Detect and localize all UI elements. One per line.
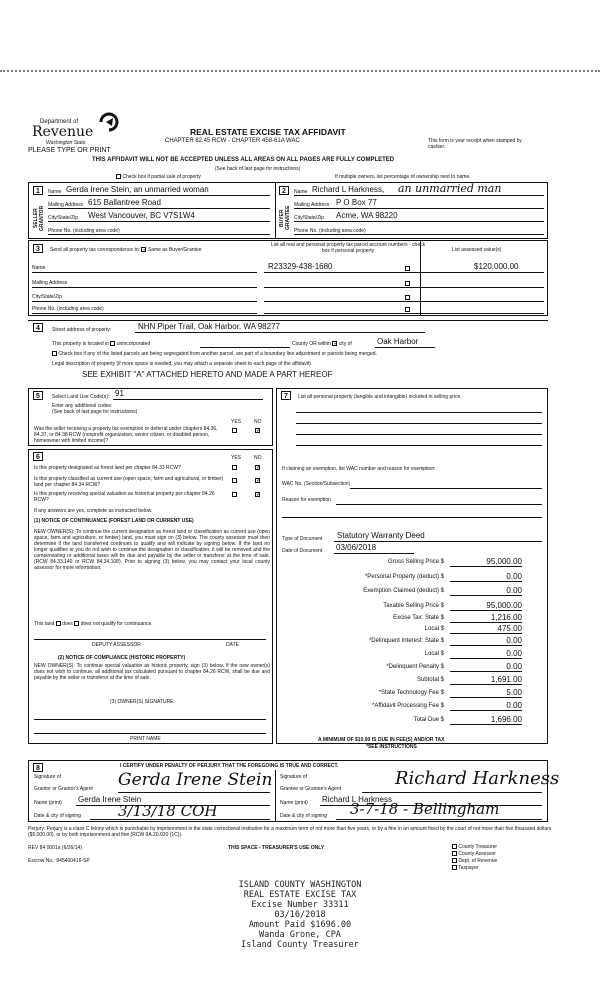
buyer-name-handwritten: an unmarried man (398, 182, 502, 195)
multiple-owners-note: If multiple owners, list percentage of ownership next to name. (335, 174, 471, 180)
copy-label: Taxpayer (457, 865, 479, 871)
buyer-city-label: City/State/Zip (294, 215, 325, 221)
same-as-buyer-checkbox[interactable]: ✓ (142, 247, 148, 254)
grantee-print-name[interactable]: Richard L Harkness (322, 795, 392, 804)
fee-row (272, 662, 522, 673)
copy-item (452, 851, 497, 857)
fee-row (272, 649, 522, 660)
wac-label: WAC No. (Section/Subsection) (282, 481, 351, 487)
s6-q2-yes[interactable] (232, 478, 237, 483)
dept-line1: Department of (40, 119, 79, 125)
fee-label: *Affidavit Processing Fee $ (372, 703, 444, 709)
grantor-signature: Gerda Irene Stein (118, 770, 273, 790)
fee-label: Excise Tax: State $ (393, 615, 444, 621)
buyer-phone-label: Phone No. (including area code) (294, 228, 366, 234)
fee-row (272, 715, 522, 726)
located-in: This property is located in unincorporated (52, 341, 151, 347)
s5-yes: YES (231, 419, 242, 425)
city-of-checkbox[interactable]: ✓ (333, 341, 339, 348)
section-8-number: 8 (33, 763, 43, 772)
grantor-sig-label: Signature of Grantor or Grantor's Agent (34, 774, 93, 792)
fee-row (272, 572, 522, 583)
fee-amount[interactable]: 0.00 (450, 662, 522, 672)
deputy-date: DATE (226, 642, 239, 648)
copy-item (452, 844, 497, 850)
certify-text: I CERTIFY UNDER PENALTY OF PERJURY THAT THE FOREGOING IS TRUE AND CORRECT. (120, 763, 339, 769)
does-not-checkbox[interactable] (74, 621, 79, 626)
see-instructions: *SEE INSTRUCTIONS (366, 744, 417, 750)
section-3-number: 3 (33, 244, 43, 253)
fee-row (272, 557, 522, 568)
land-use-code[interactable]: 91 (115, 389, 124, 398)
doc-type[interactable]: Statutory Warranty Deed (337, 531, 425, 540)
s5-no: NO (254, 419, 262, 425)
doc-date[interactable]: 03/06/2018 (336, 543, 377, 552)
fee-label: Gross Selling Price $ (387, 559, 444, 565)
s5-see-back: (See back of last page for instructions) (52, 409, 138, 415)
grantor-print-name[interactable]: Gerda Irene Stein (78, 795, 142, 804)
copy-item (452, 858, 497, 864)
stamp-line-6: Wanda Grone, CPA (259, 930, 341, 940)
fee-amount[interactable]: 0.00 (450, 586, 522, 596)
parcel-header: List all real and personal property tax parcel account numbers - check box if personal property (270, 242, 426, 254)
doc-type-label: Type of Document (282, 536, 323, 542)
form-title: REAL ESTATE EXCISE TAX AFFIDAVIT (190, 127, 346, 137)
fee-label: Total Due $ (413, 717, 444, 723)
fee-row (272, 601, 522, 612)
grantor-date-city: 3/13/18 COH (118, 802, 218, 820)
copy-item (452, 865, 497, 871)
land-qualify: This land does does not qualify for continuance. (34, 621, 153, 627)
land-use-label: Select Land Use Code(s): (52, 394, 110, 400)
send-to-label: Send all property tax correspondence to: ✓ Same as Buyer/Grantee (50, 247, 202, 254)
exemption-claim-label: If claiming an exemption, list WAC number and reason for exemption: (282, 466, 436, 472)
fee-amount[interactable]: 1,216.00 (450, 613, 522, 623)
fee-amount[interactable]: 0.00 (450, 572, 522, 582)
copy-distribution (452, 844, 497, 872)
fee-label: *State Technology Fee $ (378, 690, 444, 696)
fee-label: Local $ (424, 651, 444, 657)
segregated-note: Check box if any of the listed parcels are being segregated from another parcel, are part of a boundary line adjustment or parcels being merged. (52, 351, 532, 357)
s3-phone-label: Phone No. (including area code) (32, 306, 104, 312)
parcel-personal-checkbox-1[interactable] (405, 266, 410, 271)
grantee-sig-label: Signature of Grantee or Grantee's Agent (280, 774, 341, 792)
partial-sale: Check box if partial sale of property (116, 174, 201, 180)
grantee-date-label: Date & city of signing (280, 813, 327, 819)
street-address[interactable]: NHN Piper Trail, Oak Harbor, WA 98277 (138, 322, 280, 331)
seller-address[interactable]: 615 Ballantree Road (88, 198, 161, 207)
fee-row (272, 586, 522, 597)
parcel-number[interactable]: R23329-438-1680 (268, 262, 333, 271)
copy-label: County Assessor (457, 851, 496, 857)
seller-side-label: SELLER GRANTOR (33, 205, 45, 231)
fee-amount[interactable]: 0.00 (450, 649, 522, 659)
reason-label: Reason for exemption (282, 497, 331, 503)
scan-noise (0, 70, 600, 75)
fee-label: Local $ (424, 626, 444, 632)
grantor-name-label: Name (print) (34, 800, 62, 806)
owner-signature-label: (3) OWNER(S) SIGNATURE (110, 699, 174, 705)
s6-yes: YES (231, 455, 242, 461)
buyer-name-label: Name (294, 189, 308, 195)
grantor-date-label: Date & city of signing (34, 813, 81, 819)
fee-amount[interactable]: 95,000.00 (450, 557, 522, 567)
s3-mailing-label: Mailing Address (32, 280, 68, 286)
buyer-city[interactable]: Acme, WA 98220 (336, 211, 398, 220)
s6-q3-no[interactable]: ✓ (256, 492, 262, 498)
exhibit-text: SEE EXHIBIT "A" ATTACHED HERETO AND MADE A PART HEREOF (82, 370, 333, 379)
section-6-number: 6 (33, 452, 43, 461)
s6-q3: Is this property receiving special valuation as historical property per chapter 84.26 RCW? (34, 491, 215, 503)
city-name[interactable]: Oak Harbor (377, 337, 419, 346)
please-print: PLEASE TYPE OR PRINT (28, 147, 111, 154)
stamp-line-7: Island County Treasurer (241, 940, 359, 950)
fee-amount[interactable]: 0.00 (450, 701, 522, 711)
fee-amount[interactable]: 0.00 (450, 636, 522, 646)
stamp-line-2: REAL ESTATE EXCISE TAX (243, 890, 357, 900)
s6-no: NO (254, 455, 262, 461)
seller-phone-label: Phone No. (including area code) (48, 228, 120, 234)
buyer-address-label: Mailing Address (294, 202, 330, 208)
print-name-label: PRINT NAME (130, 736, 161, 742)
notice1-title: (1) NOTICE OF CONTINUANCE (FOREST LAND OR CURRENT USE) (34, 518, 194, 524)
additional-codes: Enter any additional codes: (52, 403, 113, 409)
segregated-checkbox[interactable] (52, 351, 57, 356)
stamp-line-1: ISLAND COUNTY WASHINGTON (238, 880, 362, 890)
fee-row (272, 701, 522, 712)
assessed-value[interactable]: $120,000.00 (474, 262, 519, 271)
escrow-number: Escrow No.: 845400416-SP (28, 858, 90, 864)
fee-label: Exemption Claimed (deduct) $ (363, 588, 444, 594)
deputy-assessor: DEPUTY ASSESSOR (92, 642, 141, 648)
warning-text: THIS AFFIDAVIT WILL NOT BE ACCEPTED UNLESS ALL AREAS ON ALL PAGES ARE FULLY COMPLETED (92, 157, 395, 163)
s5-question: Was the seller receiving a property tax exemption or deferral under chapters 84.36, 84.37, or 84.38 RCW (nonprofit organization, senior citizen, or disabled person, homeowner with limited income)? (34, 426, 218, 444)
form-chapter: CHAPTER 82.45 RCW - CHAPTER 458-61A WAC (165, 138, 300, 144)
s6-q2-no[interactable]: ✓ (256, 478, 262, 484)
grantee-signature: Richard Harkness (395, 768, 560, 789)
s3-city-label: City/State/Zip (32, 294, 63, 300)
fee-amount[interactable]: 475.00 (450, 624, 522, 634)
stamp-line-5: Amount Paid $1696.00 (248, 920, 352, 930)
fee-amount[interactable]: 1,696.00 (450, 715, 522, 725)
s6-q3-yes[interactable] (232, 492, 237, 497)
partial-sale-checkbox[interactable] (116, 174, 121, 179)
perjury-text: Perjury: Perjury is a class C felony which is punishable by imprisonment in the state correctional institution for a maximum term of not more than five years, or by a fine in an amount fixed by the court of not more than five thousand dollars ($5,000.00), or by both imprisonment and fine (RCW 9A.20.020 (1C)). (28, 826, 552, 838)
see-back-note: (See back of last page for instructions) (215, 166, 301, 172)
fee-label: Subtotal $ (416, 677, 444, 683)
s5-no-checkbox[interactable]: ✓ (256, 428, 262, 434)
fee-label: *Delinquent Interest: State $ (368, 638, 444, 644)
seller-name-label: Name (48, 189, 62, 195)
seller-address-label: Mailing Address (48, 202, 84, 208)
parcel-personal-checkbox-4[interactable] (405, 307, 410, 312)
doc-date-label: Date of Document (282, 548, 323, 554)
stamp-line-4: 03/16/2018 (274, 910, 326, 920)
s3-name-label: Name (32, 265, 46, 271)
county-within: County OR within ✓ city of (292, 341, 352, 348)
s6-q1: Is this property designated as forest land per chapter 84.33 RCW? (34, 465, 181, 471)
unincorporated-checkbox[interactable] (110, 341, 115, 346)
stamp-line-3: Excise Number 33311 (251, 900, 349, 910)
fee-row (272, 636, 522, 647)
s6-instructions: If any answers are yes, complete as instructed below. (34, 508, 153, 514)
seller-city[interactable]: West Vancouver, BC V7S1W4 (88, 211, 195, 220)
legal-desc-label: Legal description of property (if more space is needed, you may attach a separate sheet to each page of the affidavit) (52, 361, 311, 367)
section-1-number: 1 (33, 186, 43, 195)
revenue-logo-icon (98, 110, 120, 134)
fee-label: Taxable Selling Price $ (383, 603, 444, 609)
notice2-title: (2) NOTICE OF COMPLIANCE (HISTORIC PROPERTY) (58, 655, 186, 661)
buyer-address[interactable]: P O Box 77 (336, 198, 377, 207)
does-checkbox[interactable] (56, 621, 61, 626)
personal-prop-label: List all personal property (tangible and intangible) included in selling price. (298, 394, 462, 400)
fee-amount[interactable]: 1,691.00 (450, 675, 522, 685)
dept-line2: Washington State (46, 140, 86, 146)
parcel-personal-checkbox-3[interactable] (405, 295, 410, 300)
grantee-date-city: 3-7-18 - Bellingham (350, 800, 500, 818)
fee-row (272, 675, 522, 686)
fee-row (272, 624, 522, 635)
copy-label: County Treasurer (457, 844, 498, 850)
notice1-text: NEW OWNER(S): To continue the current designation as forest land or classification as current use (open space, farm and agriculture, or timber) land, you must sign on (3) below. The county assessor must then determine if the land transferred continues to qualify and will indicate by signing below. If the land no longer qualifies or you do not wish to continue the designation or classification, it will be removed and the compensating or additional taxes will be due and payable by the seller or transferor at the time of sale. (RCW 84.33.140 or RCW 84.34.108). Prior to signing (3) below, you may contact your local county assessor for more information. (34, 529, 270, 571)
rev-number: REV 84 0001a (6/26/14) (28, 845, 82, 851)
section-7-number: 7 (281, 391, 291, 400)
copy-label: Dept. of Revenue (457, 858, 498, 864)
notice2-text: NEW OWNER(S): To continue special valuation as historic property, sign (3) below. If the new owner(s) does not wish to continue, all additional tax calculated pursuant to chapter 84.26 RCW, shall be due and payable by the seller or transferor at the time of sale. (34, 663, 270, 681)
revenue-logo-text: Revenue (32, 124, 94, 140)
s6-q1-yes[interactable] (232, 465, 237, 470)
street-label: Street address of property: (52, 327, 112, 333)
assessed-header: List assessed value(s) (452, 247, 502, 253)
fee-label: *Personal Property (deduct) $ (364, 574, 444, 580)
s6-q2: Is this property classified as current use (open space, farm and agricultural, or timber) land per chapter 84.34 RCW? (34, 476, 224, 488)
s6-q1-no[interactable]: ✓ (256, 465, 262, 471)
minimum-note: A MINIMUM OF $10.00 IS DUE IN FEE(S) AND/OR TAX (318, 737, 445, 743)
treasurer-stamp (190, 880, 410, 950)
treasurer-only: THIS SPACE - TREASURER'S USE ONLY (228, 845, 325, 851)
seller-city-label: City/State/Zip (48, 215, 79, 221)
fee-label: *Delinquent Penalty $ (386, 664, 444, 670)
fee-amount[interactable]: 5.00 (450, 688, 522, 698)
buyer-side-label: BUYER GRANTEE (279, 205, 291, 231)
section-4-number: 4 (33, 323, 43, 332)
s5-yes-checkbox[interactable] (232, 428, 237, 433)
parcel-personal-checkbox-2[interactable] (405, 281, 410, 286)
seller-name[interactable]: Gerda Irene Stein, an unmarried woman (66, 185, 209, 194)
fee-row (272, 613, 522, 624)
fee-row (272, 688, 522, 699)
section-2-number: 2 (279, 186, 289, 195)
buyer-name[interactable]: Richard L Harkness, (312, 185, 385, 194)
grantee-name-label: Name (print) (280, 800, 308, 806)
receipt-note: This form is your receipt when stamped by cashier. (428, 138, 522, 150)
fee-amount[interactable]: 95,000.00 (450, 601, 522, 611)
section-5-number: 5 (33, 391, 43, 400)
